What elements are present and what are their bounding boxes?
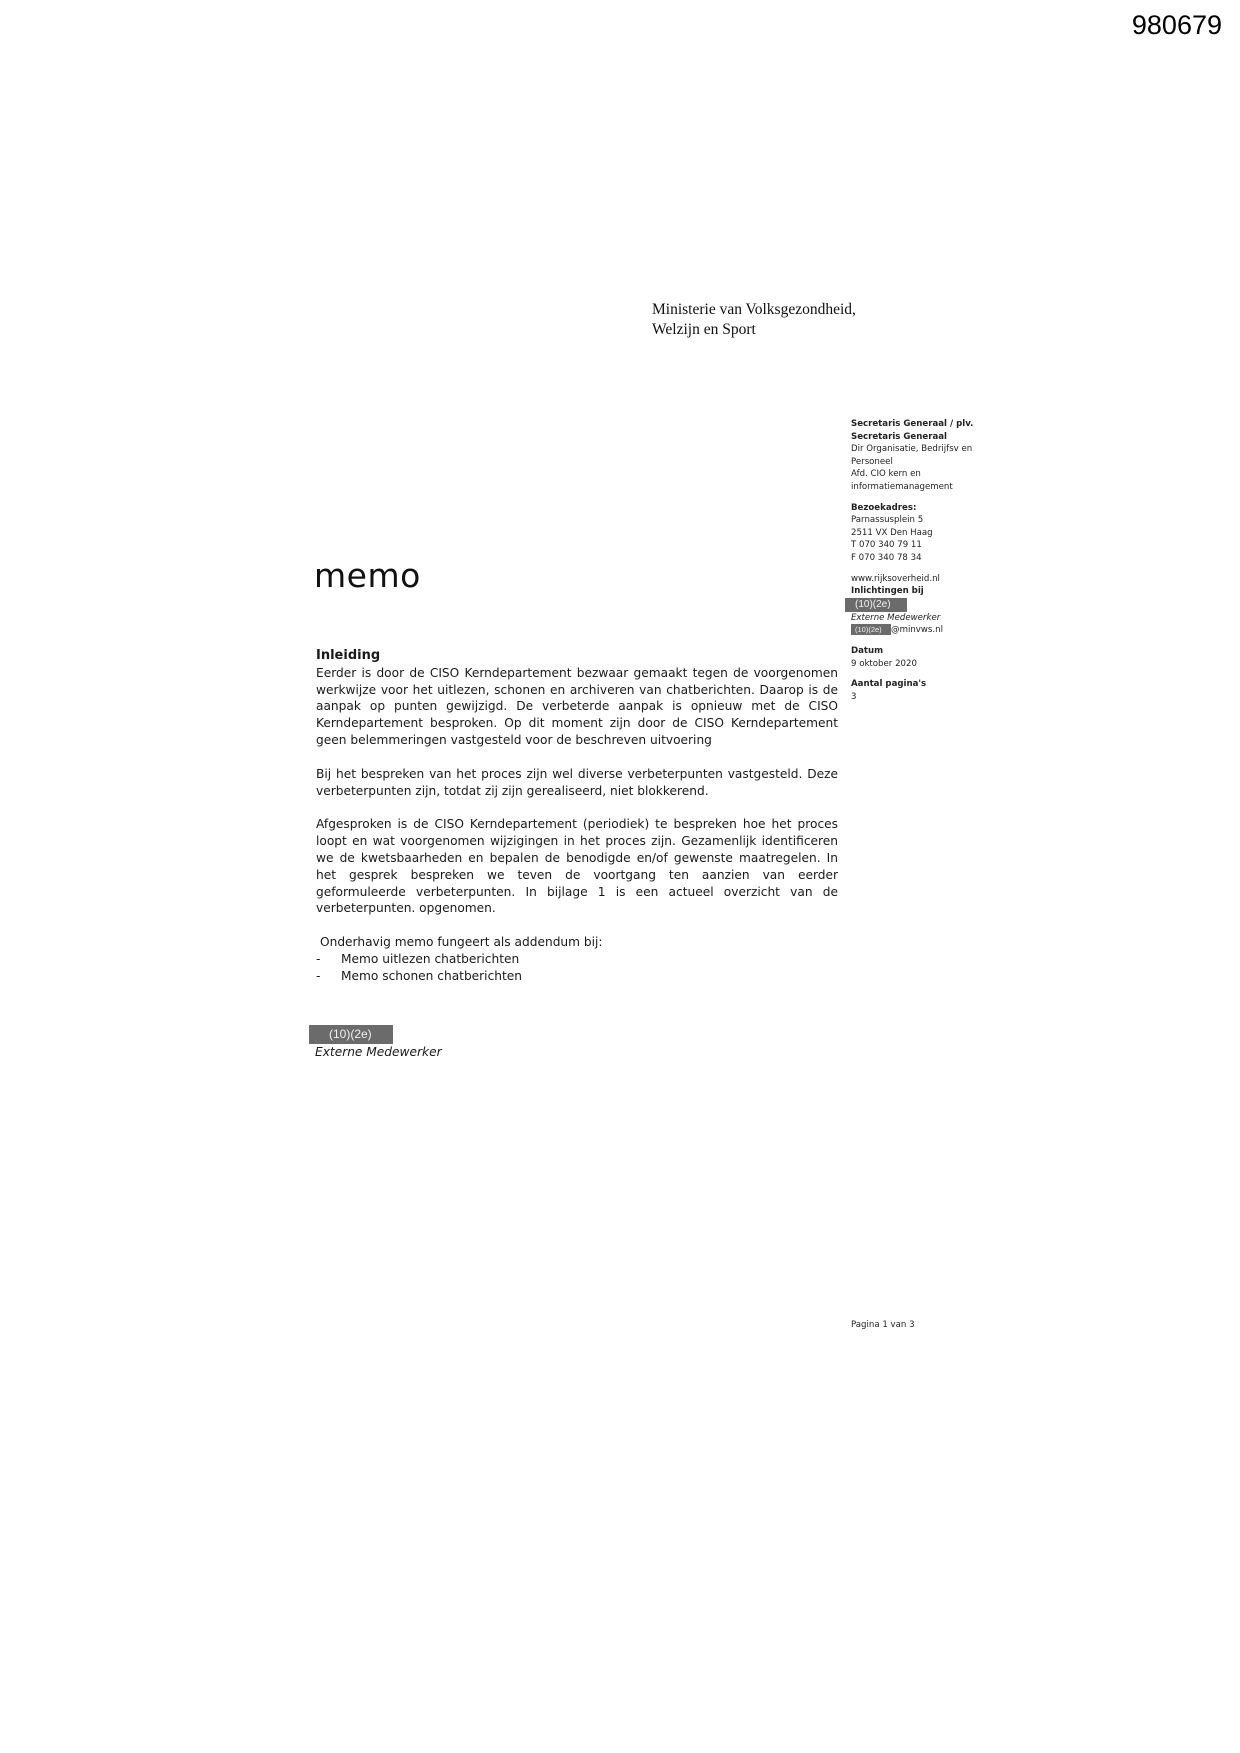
signature-role: Externe Medewerker: [315, 1045, 442, 1059]
page-count-label: Aantal pagina's: [851, 679, 927, 690]
signature-block: [309, 1025, 442, 1059]
ministry-name-line-1: Ministerie van Volksgezondheid,: [652, 301, 856, 318]
list-item: [316, 968, 838, 985]
fax-number: F 070 340 78 34: [851, 552, 922, 563]
info-label: Inlichtingen bij: [851, 586, 924, 597]
website-link[interactable]: www.rijksoverheid.nl: [851, 573, 940, 584]
paragraph-3: Afgesproken is de CISO Kerndepartement (periodiek) te bespreken hoe het proces loopt en wat voorgenomen wijzigingen in het proces zijn. Gezamenlijk identificeren we de kwetsbaarheden en bepalen de benodigde en/of gewenste maatregelen. In het gesprek bespreken we teven de voortgang ten aanzien van eerder geformuleerde verbeterpunten. In bijlage 1 is een actueel overzicht van de verbeterpunten. opgenomen.: [316, 817, 838, 916]
page-count-value: 3: [851, 691, 857, 702]
paragraph-2: Bij het bespreken van het proces zijn wel diverse verbeterpunten vastgesteld. Deze verbeterpunten zijn, totdat zij zijn gerealiseerd, niet blokkerend.: [316, 766, 838, 798]
ministry-name-line-2: Welzijn en Sport: [652, 321, 756, 338]
division-line-3: Afd. CIO kern en: [851, 469, 921, 480]
signature-redaction: (10)(2e): [309, 1025, 393, 1044]
division-line-4: informatiemanagement: [851, 481, 953, 492]
street-address: Parnassusplein 5: [851, 515, 924, 526]
email-domain: @minvws.nl: [891, 625, 943, 636]
division-line-1: Dir Organisatie, Bedrijfsv en: [851, 444, 973, 455]
page-indicator: Pagina 1 van 3: [851, 1320, 915, 1330]
section-heading: Inleiding: [316, 648, 381, 663]
list-item: [316, 951, 838, 968]
addendum-intro: Onderhavig memo fungeert als addendum bij:: [320, 935, 603, 950]
sender-sidebar: [851, 418, 1031, 703]
department-title-2: Secretaris Generaal: [851, 431, 947, 442]
date-value: 9 oktober 2020: [851, 658, 917, 669]
date-label: Datum: [851, 645, 884, 656]
email-redaction: (10)(2e): [851, 624, 891, 635]
phone-number: T 070 340 79 11: [851, 540, 922, 551]
memo-title: memo: [314, 556, 421, 595]
list-item-label: Memo schonen chatberichten: [341, 968, 522, 983]
memo-body: [316, 648, 838, 985]
contact-role: Externe Medewerker: [851, 612, 941, 623]
contact-email[interactable]: [851, 624, 1031, 637]
document-number: 980679: [1131, 10, 1222, 40]
postal-city: 2511 VX Den Haag: [851, 527, 933, 538]
contact-redaction: (10)(2e): [845, 598, 907, 612]
addendum-list: [316, 951, 838, 985]
ministry-logo-text: [652, 300, 856, 340]
department-title-1: Secretaris Generaal / plv.: [851, 419, 974, 429]
paragraph-1: Eerder is door de CISO Kerndepartement bezwaar gemaakt tegen de voorgenomen werkwijze voor het uitlezen, schonen en archiveren van chatberichten. Daarop is de aanpak op punten gewijzigd. De verbeterde aanpak is opnieuw met de CISO Kerndepartement besproken. Op dit moment zijn door de CISO Kerndepartement geen belemmeringen vastgesteld voor de beschreven uitvoering: [316, 665, 838, 747]
division-line-2: Personeel: [851, 456, 893, 467]
list-dash: -: [316, 951, 321, 966]
list-item-label: Memo uitlezen chatberichten: [341, 951, 520, 966]
visit-address-label: Bezoekadres:: [851, 502, 917, 513]
list-dash: -: [316, 968, 321, 983]
